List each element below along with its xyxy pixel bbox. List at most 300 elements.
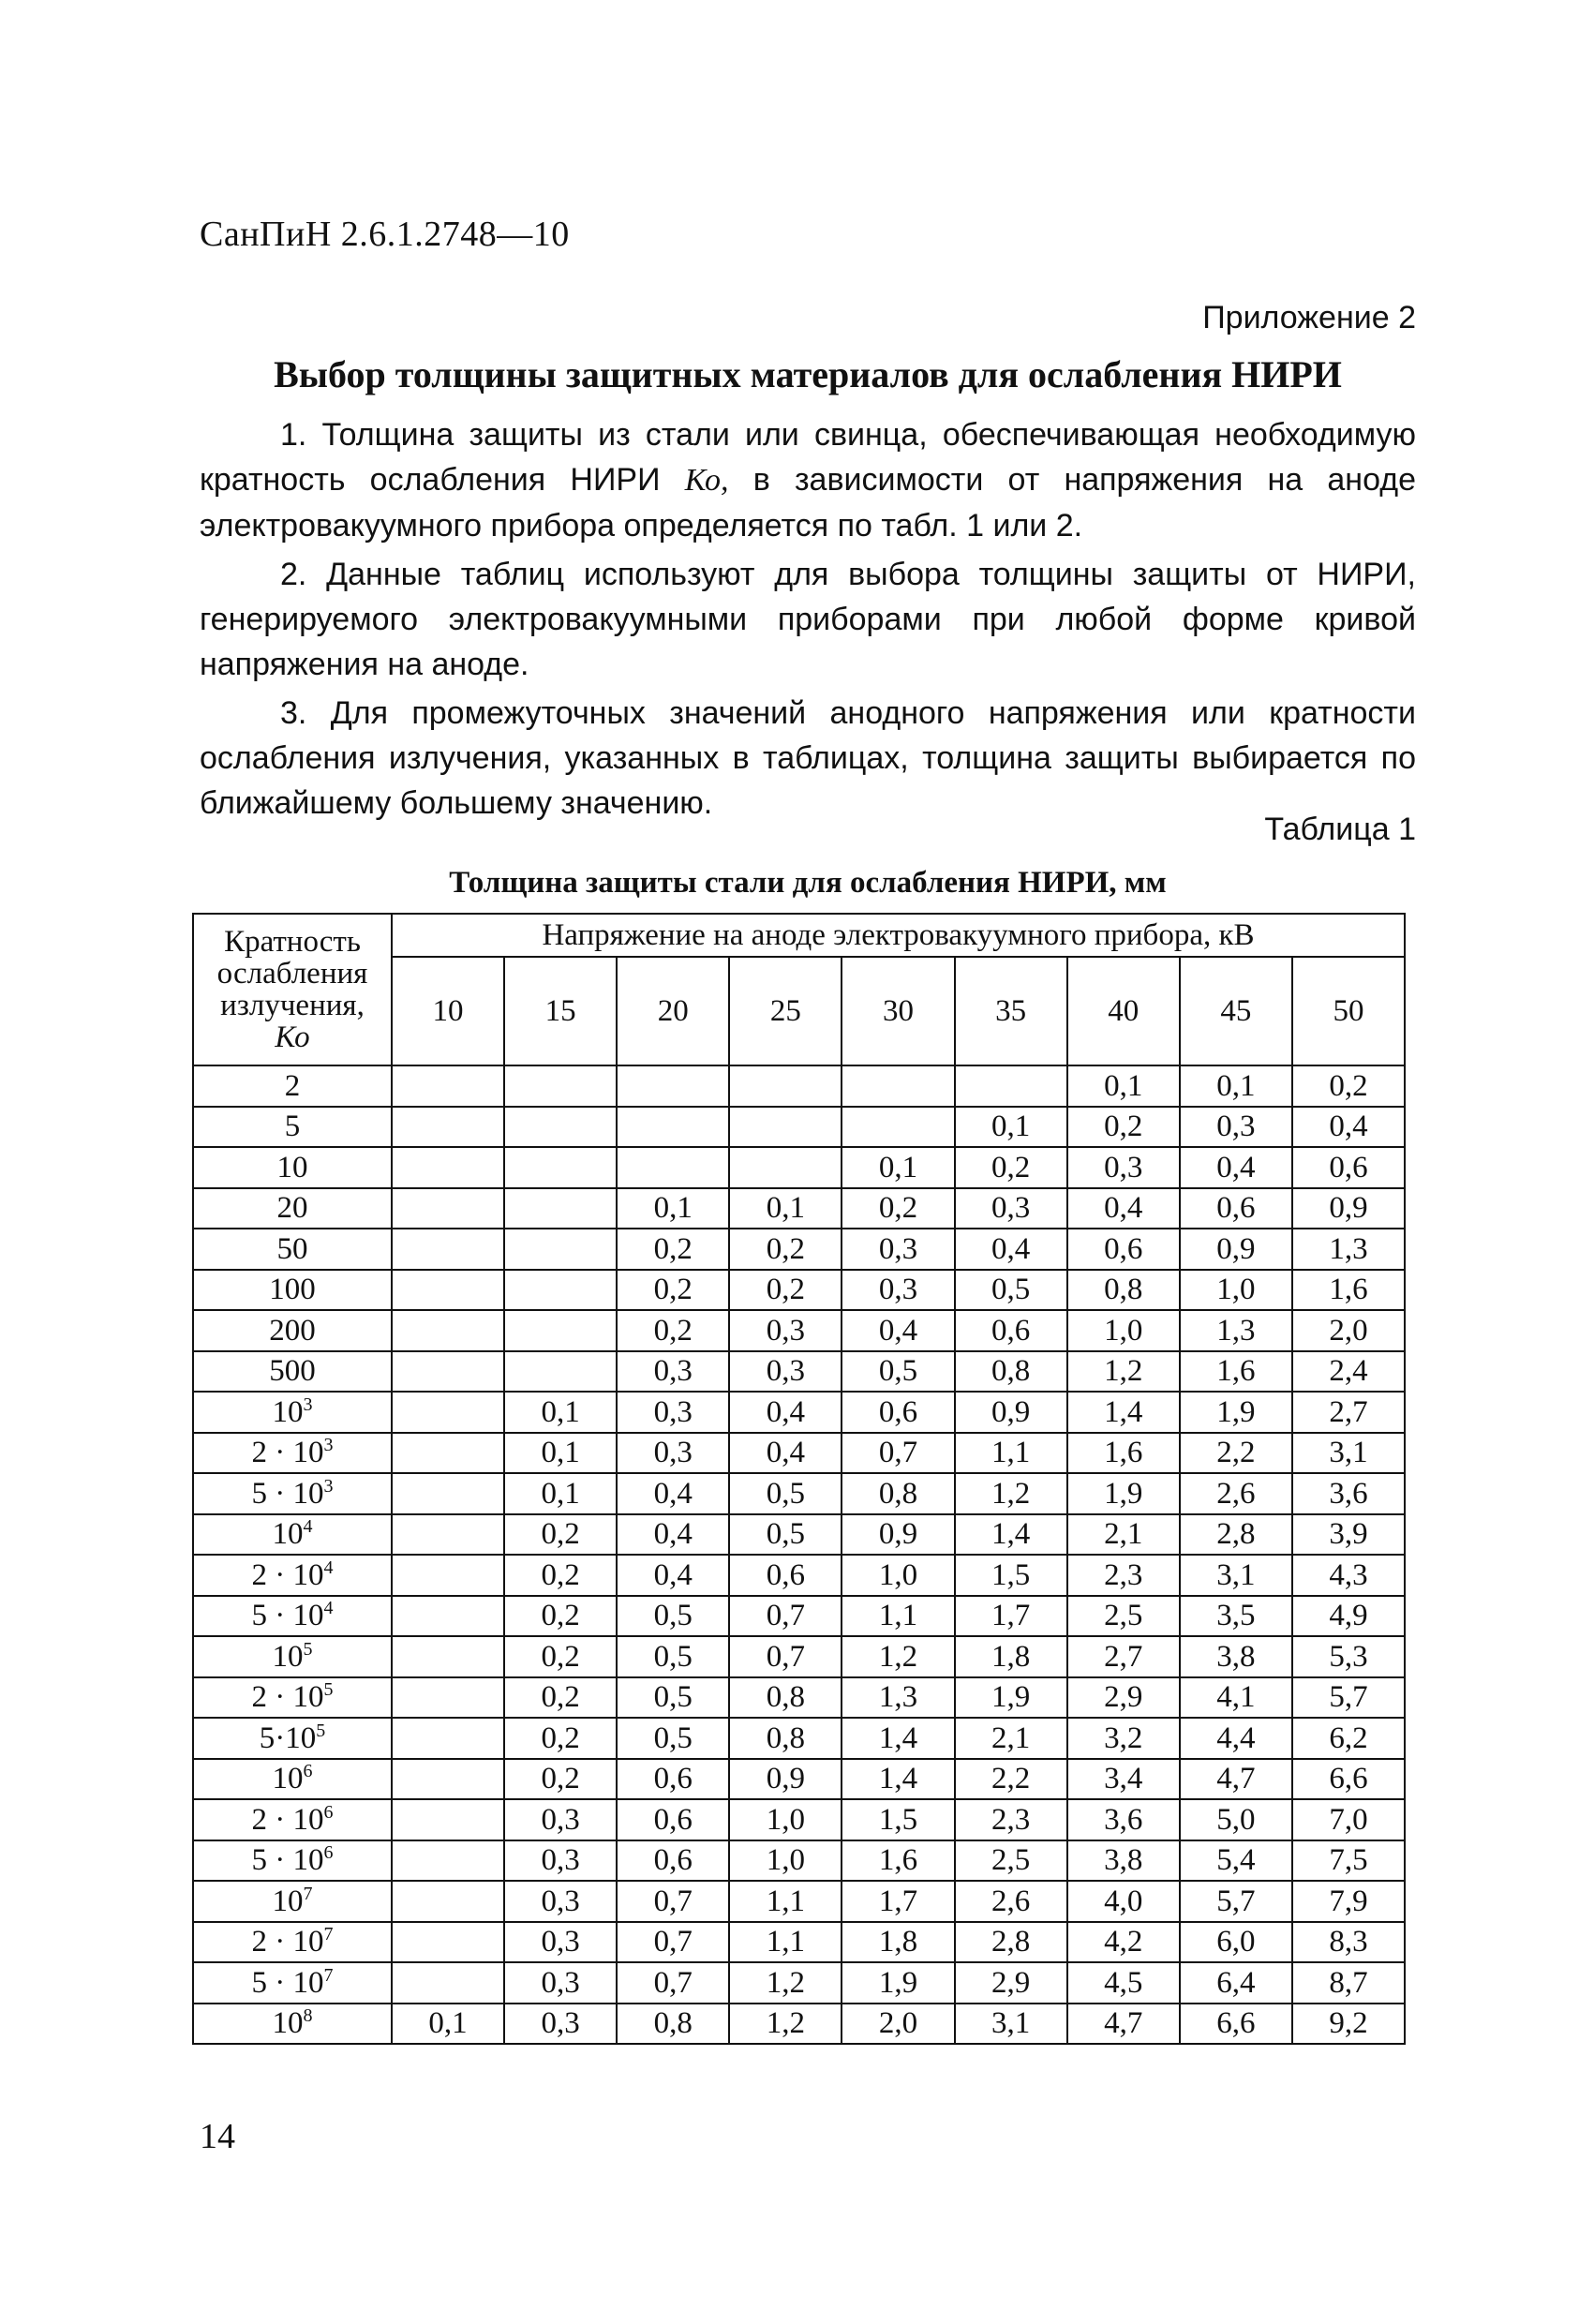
thickness-cell: 0,5 [729, 1514, 842, 1556]
voltage-column-header: 45 [1180, 957, 1292, 1065]
thickness-cell: 0,3 [504, 1922, 617, 1963]
table-row [193, 1270, 1405, 1311]
table-row [193, 1799, 1405, 1840]
thickness-cell: 0,3 [842, 1270, 954, 1311]
thickness-cell: 0,2 [504, 1596, 617, 1637]
thickness-cell: 4,9 [1292, 1596, 1405, 1637]
thickness-cell: 0,6 [1067, 1229, 1180, 1270]
thickness-cell: 0,1 [392, 2004, 504, 2045]
ko-column-header [193, 914, 392, 1065]
thickness-cell: 1,1 [729, 1881, 842, 1922]
thickness-cell: 0,2 [504, 1636, 617, 1677]
ko-value: 2 · 10 [251, 1925, 324, 1959]
thickness-cell [392, 1473, 504, 1514]
thickness-cell [617, 1147, 729, 1188]
thickness-cell: 0,3 [617, 1433, 729, 1474]
thickness-cell: 5,0 [1180, 1799, 1292, 1840]
thickness-cell: 0,5 [617, 1596, 729, 1637]
thickness-cell: 0,8 [1067, 1270, 1180, 1311]
table-row [193, 1677, 1405, 1719]
thickness-cell: 0,7 [617, 1922, 729, 1963]
thickness-cell: 4,0 [1067, 1881, 1180, 1922]
ko-header-line: излучения, [220, 989, 365, 1022]
thickness-cell [504, 1270, 617, 1311]
thickness-cell: 1,0 [729, 1799, 842, 1840]
thickness-cell: 1,3 [1292, 1229, 1405, 1270]
voltage-column-header: 25 [729, 957, 842, 1065]
thickness-cell: 0,8 [955, 1351, 1067, 1393]
thickness-cell: 0,2 [617, 1310, 729, 1351]
thickness-cell: 3,9 [1292, 1514, 1405, 1556]
thickness-cell: 0,2 [1067, 1107, 1180, 1148]
thickness-cell: 4,3 [1292, 1555, 1405, 1596]
thickness-cell: 1,2 [842, 1636, 954, 1677]
table-row [193, 1473, 1405, 1514]
ko-value: 20 [276, 1191, 308, 1226]
thickness-cell: 0,3 [617, 1392, 729, 1433]
thickness-cell: 1,4 [842, 1759, 954, 1800]
thickness-cell: 0,1 [1180, 1065, 1292, 1107]
thickness-cell: 3,4 [1067, 1759, 1180, 1800]
thickness-cell: 9,2 [1292, 2004, 1405, 2045]
table-row [193, 1840, 1405, 1882]
thickness-cell: 1,6 [1292, 1270, 1405, 1311]
ko-header-line: Ко [275, 1020, 310, 1054]
ko-exponent: 6 [323, 1801, 334, 1823]
thickness-cell: 2,0 [842, 2004, 954, 2045]
thickness-cell: 1,8 [955, 1636, 1067, 1677]
ko-value: 10 [272, 1517, 304, 1552]
thickness-cell: 0,8 [729, 1718, 842, 1759]
thickness-cell: 0,5 [617, 1718, 729, 1759]
thickness-cell: 0,5 [842, 1351, 954, 1393]
thickness-cell: 0,1 [955, 1107, 1067, 1148]
ko-value: 5 · 10 [251, 1476, 324, 1511]
thickness-cell: 3,2 [1067, 1718, 1180, 1759]
thickness-cell: 6,2 [1292, 1718, 1405, 1759]
thickness-cell: 0,5 [955, 1270, 1067, 1311]
thickness-cell: 4,7 [1067, 2004, 1180, 2045]
table-row [193, 1065, 1405, 1107]
thickness-cell: 0,7 [729, 1596, 842, 1637]
thickness-cell: 2,0 [1292, 1310, 1405, 1351]
thickness-cell: 0,2 [504, 1759, 617, 1800]
thickness-cell: 4,1 [1180, 1677, 1292, 1719]
ko-value-cell [193, 1188, 392, 1229]
thickness-cell: 1,6 [1180, 1351, 1292, 1393]
thickness-cell: 1,6 [842, 1840, 954, 1882]
thickness-cell: 1,9 [955, 1677, 1067, 1719]
thickness-cell: 2,3 [955, 1799, 1067, 1840]
ko-value-cell [193, 1718, 392, 1759]
thickness-cell: 0,6 [955, 1310, 1067, 1351]
thickness-cell: 3,1 [1292, 1433, 1405, 1474]
thickness-cell: 8,3 [1292, 1922, 1405, 1963]
ko-value-cell [193, 1351, 392, 1393]
thickness-cell: 2,7 [1292, 1392, 1405, 1433]
table-body [193, 1065, 1405, 2044]
thickness-cell: 4,5 [1067, 1962, 1180, 2004]
thickness-cell: 6,6 [1180, 2004, 1292, 2045]
paragraph-3: 3. Для промежуточных значений анодного напряжения или кратности ослабления излучения, указанных в таблицах, толщина защиты выбирается по ближайшему большему значению. [200, 695, 1416, 821]
thickness-cell: 1,5 [842, 1799, 954, 1840]
thickness-cell: 0,4 [1180, 1147, 1292, 1188]
thickness-cell: 1,4 [955, 1514, 1067, 1556]
body-text [200, 412, 1416, 829]
thickness-cell: 2,6 [955, 1881, 1067, 1922]
thickness-cell: 0,6 [729, 1555, 842, 1596]
thickness-cell: 2,3 [1067, 1555, 1180, 1596]
ko-exponent: 6 [303, 1761, 313, 1782]
ko-value-cell [193, 1636, 392, 1677]
ko-value: 5 · 10 [251, 1599, 324, 1633]
thickness-cell [842, 1065, 954, 1107]
thickness-cell: 1,0 [729, 1840, 842, 1882]
thickness-cell: 1,0 [1180, 1270, 1292, 1311]
table-row [193, 1922, 1405, 1963]
thickness-cell: 1,1 [842, 1596, 954, 1637]
table-row [193, 1514, 1405, 1556]
thickness-cell: 0,2 [504, 1677, 617, 1719]
thickness-cell: 3,8 [1180, 1636, 1292, 1677]
thickness-cell [392, 1881, 504, 1922]
appendix-label: Приложение 2 [1202, 300, 1416, 335]
thickness-cell [392, 1555, 504, 1596]
thickness-cell [392, 1392, 504, 1433]
thickness-cell [504, 1147, 617, 1188]
thickness-cell: 2,6 [1180, 1473, 1292, 1514]
thickness-cell: 7,9 [1292, 1881, 1405, 1922]
thickness-cell: 1,2 [955, 1473, 1067, 1514]
thickness-cell: 0,1 [729, 1188, 842, 1229]
thickness-cell: 8,7 [1292, 1962, 1405, 2004]
table-row [193, 1392, 1405, 1433]
thickness-cell: 0,4 [617, 1473, 729, 1514]
thickness-cell: 0,7 [617, 1962, 729, 2004]
thickness-cell: 1,9 [842, 1962, 954, 2004]
thickness-cell: 0,9 [842, 1514, 954, 1556]
ko-value: 2 [284, 1068, 301, 1103]
ko-value-cell [193, 2004, 392, 2045]
table-row [193, 1881, 1405, 1922]
thickness-cell: 0,2 [617, 1229, 729, 1270]
thickness-cell: 0,5 [617, 1636, 729, 1677]
thickness-cell: 0,4 [842, 1310, 954, 1351]
thickness-cell: 5,3 [1292, 1636, 1405, 1677]
thickness-cell [504, 1351, 617, 1393]
ko-value-cell [193, 1799, 392, 1840]
ko-value: 10 [272, 1639, 304, 1674]
table-row [193, 1636, 1405, 1677]
thickness-cell: 0,2 [842, 1188, 954, 1229]
ko-value: 10 [272, 1884, 304, 1918]
thickness-cell: 6,0 [1180, 1922, 1292, 1963]
table-label: Таблица 1 [1264, 812, 1416, 847]
paragraph-1-text-b: в зависимости от напряжения на аноде электровакуумного прибора определяется по табл. 1 или 2. [200, 462, 1416, 544]
thickness-cell: 0,3 [504, 1881, 617, 1922]
thickness-cell: 3,1 [955, 2004, 1067, 2045]
ko-value-cell [193, 1677, 392, 1719]
thickness-cell: 5,7 [1180, 1881, 1292, 1922]
thickness-cell: 5,4 [1180, 1840, 1292, 1882]
thickness-cell: 0,1 [1067, 1065, 1180, 1107]
thickness-cell: 0,8 [842, 1473, 954, 1514]
voltage-column-header: 40 [1067, 957, 1180, 1065]
thickness-cell [392, 1433, 504, 1474]
thickness-cell: 6,6 [1292, 1759, 1405, 1800]
table-row [193, 1962, 1405, 2004]
voltage-column-header: 15 [504, 957, 617, 1065]
thickness-cell: 1,2 [1067, 1351, 1180, 1393]
thickness-cell: 0,2 [617, 1270, 729, 1311]
thickness-cell: 0,3 [504, 1840, 617, 1882]
thickness-cell: 0,2 [504, 1718, 617, 1759]
thickness-cell: 0,2 [504, 1514, 617, 1556]
thickness-cell: 0,4 [617, 1514, 729, 1556]
table-row [193, 1351, 1405, 1393]
thickness-cell [392, 1188, 504, 1229]
thickness-cell: 0,2 [1292, 1065, 1405, 1107]
table-row [193, 1433, 1405, 1474]
thickness-cell: 0,2 [955, 1147, 1067, 1188]
thickness-cell: 0,4 [1067, 1188, 1180, 1229]
ko-value: 5 · 10 [251, 1965, 324, 2000]
ko-value: 500 [269, 1354, 316, 1389]
thickness-cell [392, 1840, 504, 1882]
ko-exponent: 7 [323, 1964, 334, 1986]
ko-header-line: Кратность [224, 925, 361, 959]
thickness-cell: 0,3 [504, 1962, 617, 2004]
thickness-cell: 1,1 [729, 1922, 842, 1963]
thickness-cell: 2,1 [955, 1718, 1067, 1759]
thickness-cell: 1,6 [1067, 1433, 1180, 1474]
table-row [193, 1759, 1405, 1800]
thickness-cell: 0,6 [617, 1840, 729, 1882]
thickness-cell: 4,7 [1180, 1759, 1292, 1800]
voltage-column-header: 30 [842, 957, 954, 1065]
table-row [193, 2004, 1405, 2045]
thickness-cell: 0,3 [729, 1351, 842, 1393]
thickness-cell [392, 1147, 504, 1188]
thickness-cell [392, 1514, 504, 1556]
thickness-cell: 0,9 [729, 1759, 842, 1800]
paragraph-1-text-a: 1. Толщина защиты из стали или свинца, обеспечивающая необходимую кратность ослабления НИРИ [200, 417, 1416, 498]
thickness-cell: 0,9 [955, 1392, 1067, 1433]
thickness-cell [392, 1270, 504, 1311]
thickness-cell: 2,5 [1067, 1596, 1180, 1637]
ko-exponent: 3 [323, 1475, 334, 1497]
thickness-cell [392, 1677, 504, 1719]
ko-value-cell [193, 1065, 392, 1107]
thickness-cell: 3,5 [1180, 1596, 1292, 1637]
ko-value-cell [193, 1270, 392, 1311]
thickness-cell: 0,3 [617, 1351, 729, 1393]
thickness-cell [392, 1759, 504, 1800]
thickness-cell: 0,4 [617, 1555, 729, 1596]
ko-value: 10 [276, 1150, 308, 1184]
thickness-cell: 0,8 [617, 2004, 729, 2045]
ko-exponent: 5 [303, 1638, 313, 1660]
ko-value-cell [193, 1840, 392, 1882]
ko-value-cell [193, 1433, 392, 1474]
thickness-cell: 0,4 [729, 1433, 842, 1474]
voltage-column-header: 35 [955, 957, 1067, 1065]
thickness-cell [392, 1065, 504, 1107]
thickness-cell: 0,2 [729, 1270, 842, 1311]
voltage-column-header: 50 [1292, 957, 1405, 1065]
thickness-cell: 0,2 [729, 1229, 842, 1270]
ko-value: 2 · 10 [251, 1802, 324, 1837]
voltage-column-header: 20 [617, 957, 729, 1065]
thickness-cell [392, 1229, 504, 1270]
thickness-cell [504, 1107, 617, 1148]
ko-value: 50 [276, 1231, 308, 1266]
page-number: 14 [200, 2117, 235, 2156]
thickness-cell [729, 1107, 842, 1148]
thickness-cell: 0,3 [1180, 1107, 1292, 1148]
thickness-cell: 0,7 [617, 1881, 729, 1922]
thickness-cell [392, 1962, 504, 2004]
thickness-cell: 0,6 [617, 1799, 729, 1840]
thickness-cell: 0,1 [842, 1147, 954, 1188]
thickness-cell: 0,5 [617, 1677, 729, 1719]
thickness-cell: 0,2 [504, 1555, 617, 1596]
ko-value: 5 [284, 1110, 301, 1144]
ko-exponent: 5 [316, 1720, 326, 1741]
ko-exponent: 6 [323, 1842, 334, 1864]
ko-exponent: 4 [323, 1598, 334, 1619]
table-row [193, 1718, 1405, 1759]
thickness-cell: 3,1 [1180, 1555, 1292, 1596]
voltage-column-header: 10 [392, 957, 504, 1065]
ko-value: 2 · 10 [251, 1557, 324, 1592]
table-row [193, 1107, 1405, 1148]
thickness-cell: 2,1 [1067, 1514, 1180, 1556]
thickness-cell: 0,4 [1292, 1107, 1405, 1148]
thickness-cell: 1,7 [955, 1596, 1067, 1637]
ko-value-cell [193, 1473, 392, 1514]
thickness-cell [392, 1351, 504, 1393]
thickness-cell: 2,8 [955, 1922, 1067, 1963]
thickness-cell: 3,8 [1067, 1840, 1180, 1882]
thickness-cell: 1,1 [955, 1433, 1067, 1474]
thickness-cell: 0,7 [842, 1433, 954, 1474]
thickness-cell: 3,6 [1292, 1473, 1405, 1514]
thickness-cell: 0,3 [955, 1188, 1067, 1229]
table-header-row [193, 914, 1405, 957]
thickness-cell: 6,4 [1180, 1962, 1292, 2004]
thickness-cell: 0,6 [842, 1392, 954, 1433]
thickness-cell: 1,5 [955, 1555, 1067, 1596]
thickness-cell: 0,1 [504, 1473, 617, 1514]
thickness-cell [504, 1310, 617, 1351]
table-row [193, 1188, 1405, 1229]
table-row [193, 1147, 1405, 1188]
thickness-cell: 0,3 [729, 1310, 842, 1351]
ko-exponent: 7 [323, 1924, 334, 1945]
ko-exponent: 3 [323, 1435, 334, 1456]
thickness-cell: 2,9 [1067, 1677, 1180, 1719]
thickness-cell: 0,6 [1180, 1188, 1292, 1229]
thickness-cell: 0,4 [955, 1229, 1067, 1270]
ko-value-cell [193, 1759, 392, 1800]
thickness-cell: 1,9 [1067, 1473, 1180, 1514]
ko-value: 100 [269, 1273, 316, 1307]
thickness-cell: 0,3 [504, 1799, 617, 1840]
thickness-cell: 1,4 [842, 1718, 954, 1759]
thickness-cell: 7,0 [1292, 1799, 1405, 1840]
ko-exponent: 3 [303, 1393, 313, 1415]
thickness-cell: 0,1 [617, 1188, 729, 1229]
thickness-cell: 0,3 [842, 1229, 954, 1270]
thickness-cell: 0,8 [729, 1677, 842, 1719]
ko-value-cell [193, 1147, 392, 1188]
thickness-cell [955, 1065, 1067, 1107]
thickness-cell: 4,4 [1180, 1718, 1292, 1759]
thickness-cell: 1,9 [1180, 1392, 1292, 1433]
ko-value-cell [193, 1922, 392, 1963]
ko-header-line: ослабления [216, 957, 368, 991]
shielding-thickness-table [192, 913, 1406, 2045]
ko-value: 2 · 10 [251, 1680, 324, 1715]
document-code: СанПиН 2.6.1.2748—10 [200, 215, 570, 254]
thickness-cell [392, 1107, 504, 1148]
thickness-cell: 0,6 [1292, 1147, 1405, 1188]
thickness-cell: 2,4 [1292, 1351, 1405, 1393]
thickness-cell: 0,5 [729, 1473, 842, 1514]
ko-value: 2 · 10 [251, 1436, 324, 1470]
thickness-cell: 5,7 [1292, 1677, 1405, 1719]
thickness-cell [392, 1636, 504, 1677]
thickness-cell: 1,0 [842, 1555, 954, 1596]
thickness-cell: 2,2 [955, 1759, 1067, 1800]
ko-exponent: 7 [303, 1883, 313, 1904]
ko-value-cell [193, 1596, 392, 1637]
thickness-cell: 3,6 [1067, 1799, 1180, 1840]
ko-value: 10 [272, 2006, 304, 2041]
table-row [193, 1310, 1405, 1351]
thickness-cell [504, 1065, 617, 1107]
table-row [193, 1229, 1405, 1270]
thickness-cell: 0,9 [1180, 1229, 1292, 1270]
thickness-cell: 0,3 [504, 2004, 617, 2045]
ko-exponent: 4 [323, 1557, 334, 1578]
thickness-cell: 4,2 [1067, 1922, 1180, 1963]
ko-value-cell [193, 1962, 392, 2004]
thickness-cell: 1,8 [842, 1922, 954, 1963]
ko-exponent: 4 [303, 1516, 313, 1538]
thickness-cell: 2,2 [1180, 1433, 1292, 1474]
document-title: Выбор толщины защитных материалов для ослабления НИРИ [274, 353, 1342, 395]
ko-value-cell [193, 1229, 392, 1270]
thickness-cell: 1,4 [1067, 1392, 1180, 1433]
thickness-cell [842, 1107, 954, 1148]
ko-value: 10 [272, 1394, 304, 1429]
voltage-group-header: Напряжение на аноде электровакуумного прибора, кВ [392, 914, 1405, 957]
table-row [193, 1596, 1405, 1637]
thickness-cell [504, 1229, 617, 1270]
thickness-cell [729, 1065, 842, 1107]
thickness-cell: 0,9 [1292, 1188, 1405, 1229]
thickness-cell [392, 1922, 504, 1963]
ko-value: 200 [269, 1313, 316, 1348]
table-row [193, 1555, 1405, 1596]
thickness-cell: 1,2 [729, 2004, 842, 2045]
thickness-cell: 1,2 [729, 1962, 842, 2004]
ko-value-cell [193, 1514, 392, 1556]
thickness-cell [392, 1310, 504, 1351]
thickness-cell: 0,7 [729, 1636, 842, 1677]
